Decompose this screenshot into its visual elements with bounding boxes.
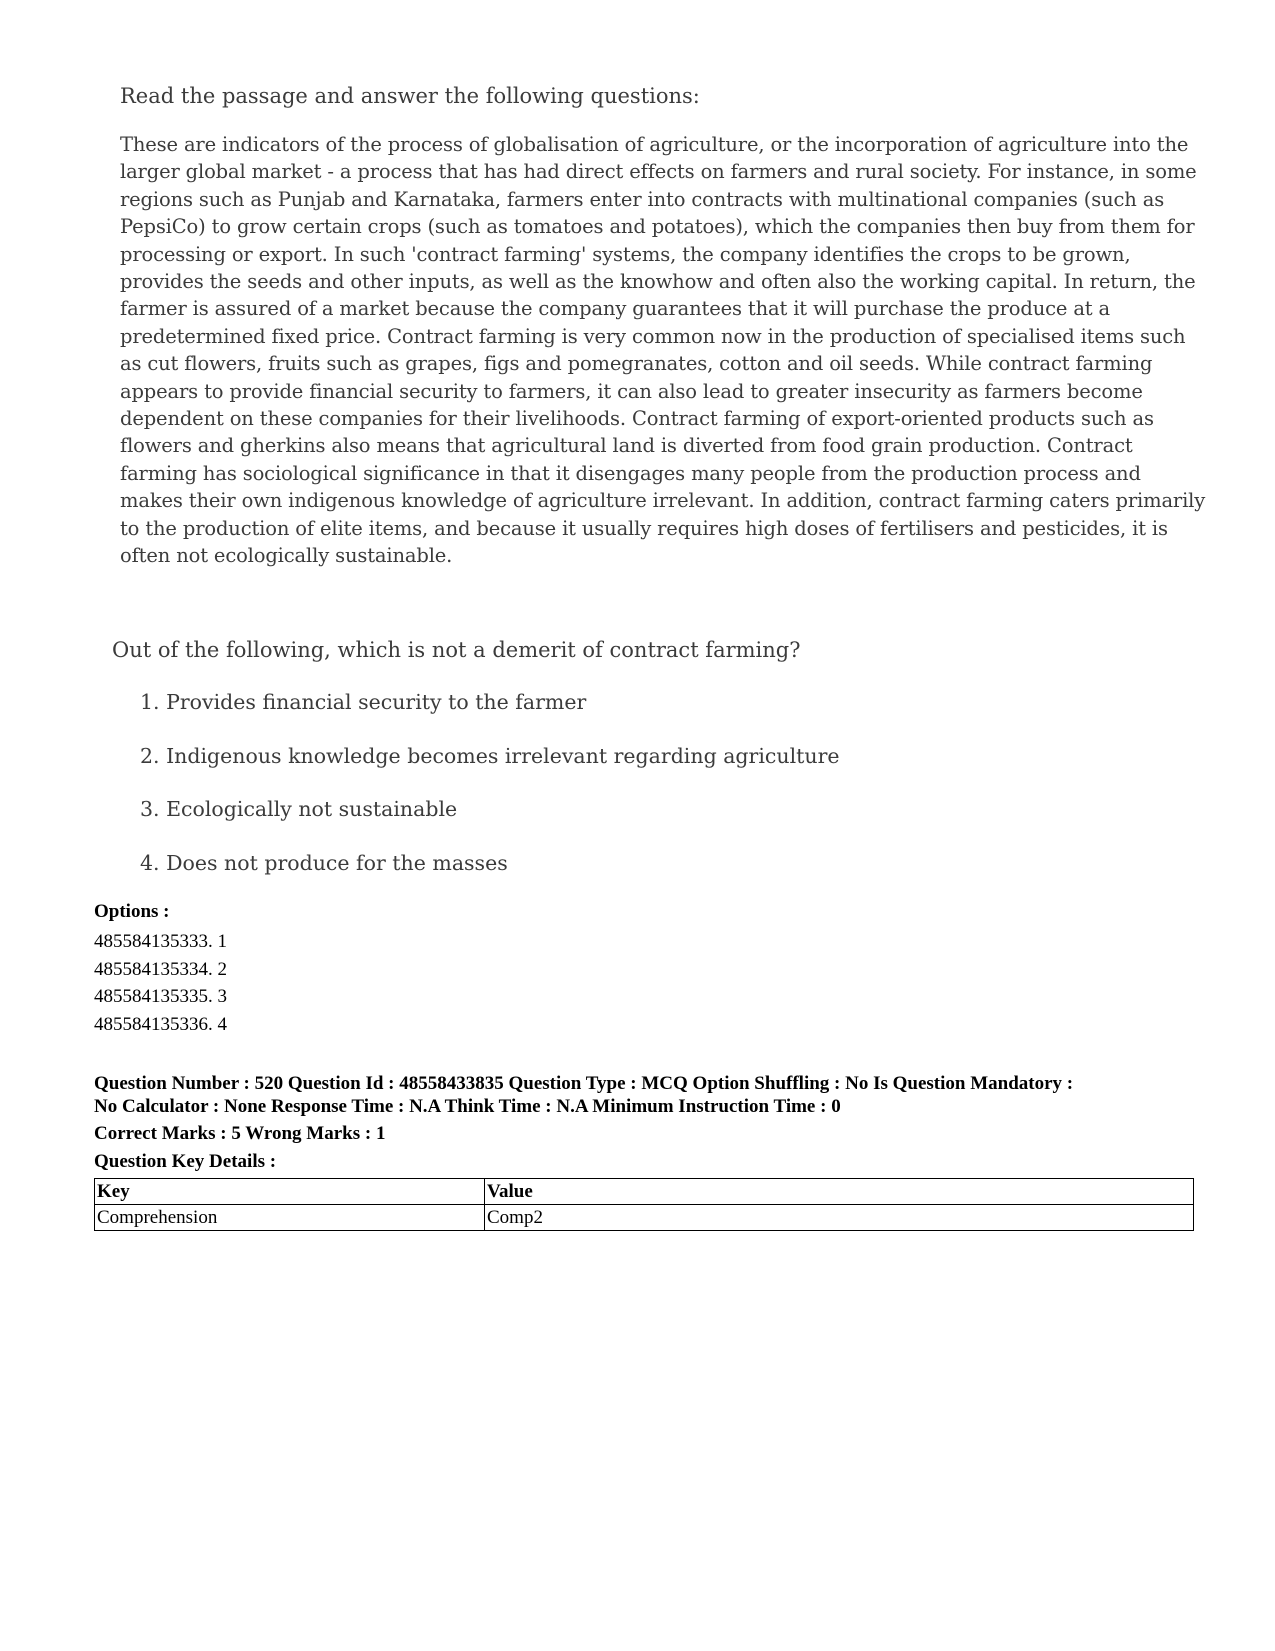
table-header-value: Value: [485, 1179, 1194, 1205]
passage-line: dependent on these companies for their livelihoods. Contract farming of export-oriented products such as: [120, 407, 1154, 431]
passage-line: often not ecologically sustainable.: [120, 544, 453, 568]
key-details-table: [94, 1178, 1194, 1231]
table-cell-key: Comprehension: [95, 1205, 485, 1231]
table-header-key: Key: [95, 1179, 485, 1205]
options-list: [94, 930, 227, 1040]
passage-instruction: Read the passage and answer the following questions:: [120, 84, 700, 108]
question-info-line: No Calculator : None Response Time : N.A Think Time : N.A Minimum Instruction Time : 0: [94, 1096, 841, 1117]
passage-line: makes their own indigenous knowledge of agriculture irrelevant. In addition, contract farming caters primarily: [120, 489, 1206, 513]
passage-line: predetermined fixed price. Contract farming is very common now in the production of specialised items such: [120, 324, 1186, 348]
table-row: [95, 1205, 1194, 1231]
passage-line: processing or export. In such 'contract farming' systems, the company identifies the crops to be grown,: [120, 242, 1131, 266]
passage-line: farming has sociological significance in that it disengages many people from the production process and: [120, 461, 1141, 485]
passage-line: flowers and gherkins also means that agricultural land is diverted from food grain production. Contract: [120, 434, 1133, 458]
option-item: 485584135333. 1: [94, 931, 227, 952]
passage-line: regions such as Punjab and Karnataka, farmers enter into contracts with multinational companies (such as: [120, 187, 1165, 211]
key-details-label: Question Key Details :: [94, 1151, 277, 1172]
question-choice: 4. Does not produce for the masses: [140, 850, 508, 875]
table-header-row: [95, 1179, 1194, 1205]
option-item: 485584135334. 2: [94, 958, 227, 980]
passage-image: [100, 75, 1206, 885]
passage-line: appears to provide financial security to farmers, it can also lead to greater insecurity as farmers become: [120, 379, 1143, 403]
passage-line: PepsiCo) to grow certain crops (such as tomatoes and potatoes), which the companies then buy from them for: [120, 215, 1195, 239]
question-choice: 3. Ecologically not sustainable: [140, 797, 458, 821]
question-choices: [140, 689, 840, 903]
passage-line: provides the seeds and other inputs, as well as the knowhow and often also the working capital. In return, the: [120, 270, 1196, 294]
option-item: 485584135335. 3: [94, 986, 227, 1008]
passage-line: farmer is assured of a market because the company guarantees that it will purchase the produce at a: [120, 297, 1111, 321]
passage-line: to the production of elite items, and because it usually requires high doses of fertilisers and pesticides, it is: [120, 516, 1168, 540]
marks-line: Correct Marks : 5 Wrong Marks : 1: [94, 1123, 386, 1144]
question-choice: 2. Indigenous knowledge becomes irrelevant regarding agriculture: [140, 743, 840, 768]
options-label: Options :: [94, 901, 170, 922]
passage-text: [120, 131, 1206, 570]
question-info-line: Question Number : 520 Question Id : 48558433835 Question Type : MCQ Option Shuffling : No Is Question Mandatory :: [94, 1073, 1074, 1094]
table-cell-value: Comp2: [485, 1205, 1194, 1231]
passage-line: as cut flowers, fruits such as grapes, figs and pomegranates, cotton and oil seeds. While contract farming: [120, 352, 1153, 376]
option-item: 485584135336. 4: [94, 1013, 227, 1035]
question-choice: 1. Provides financial security to the farmer: [140, 690, 587, 714]
question-text: Out of the following, which is not a demerit of contract farming?: [112, 638, 801, 662]
passage-line: These are indicators of the process of globalisation of agriculture, or the incorporation of agriculture into the: [120, 133, 1189, 156]
question-info: [94, 1072, 1189, 1118]
passage-line: larger global market - a process that has had direct effects on farmers and rural society. For instance, in some: [120, 160, 1197, 184]
